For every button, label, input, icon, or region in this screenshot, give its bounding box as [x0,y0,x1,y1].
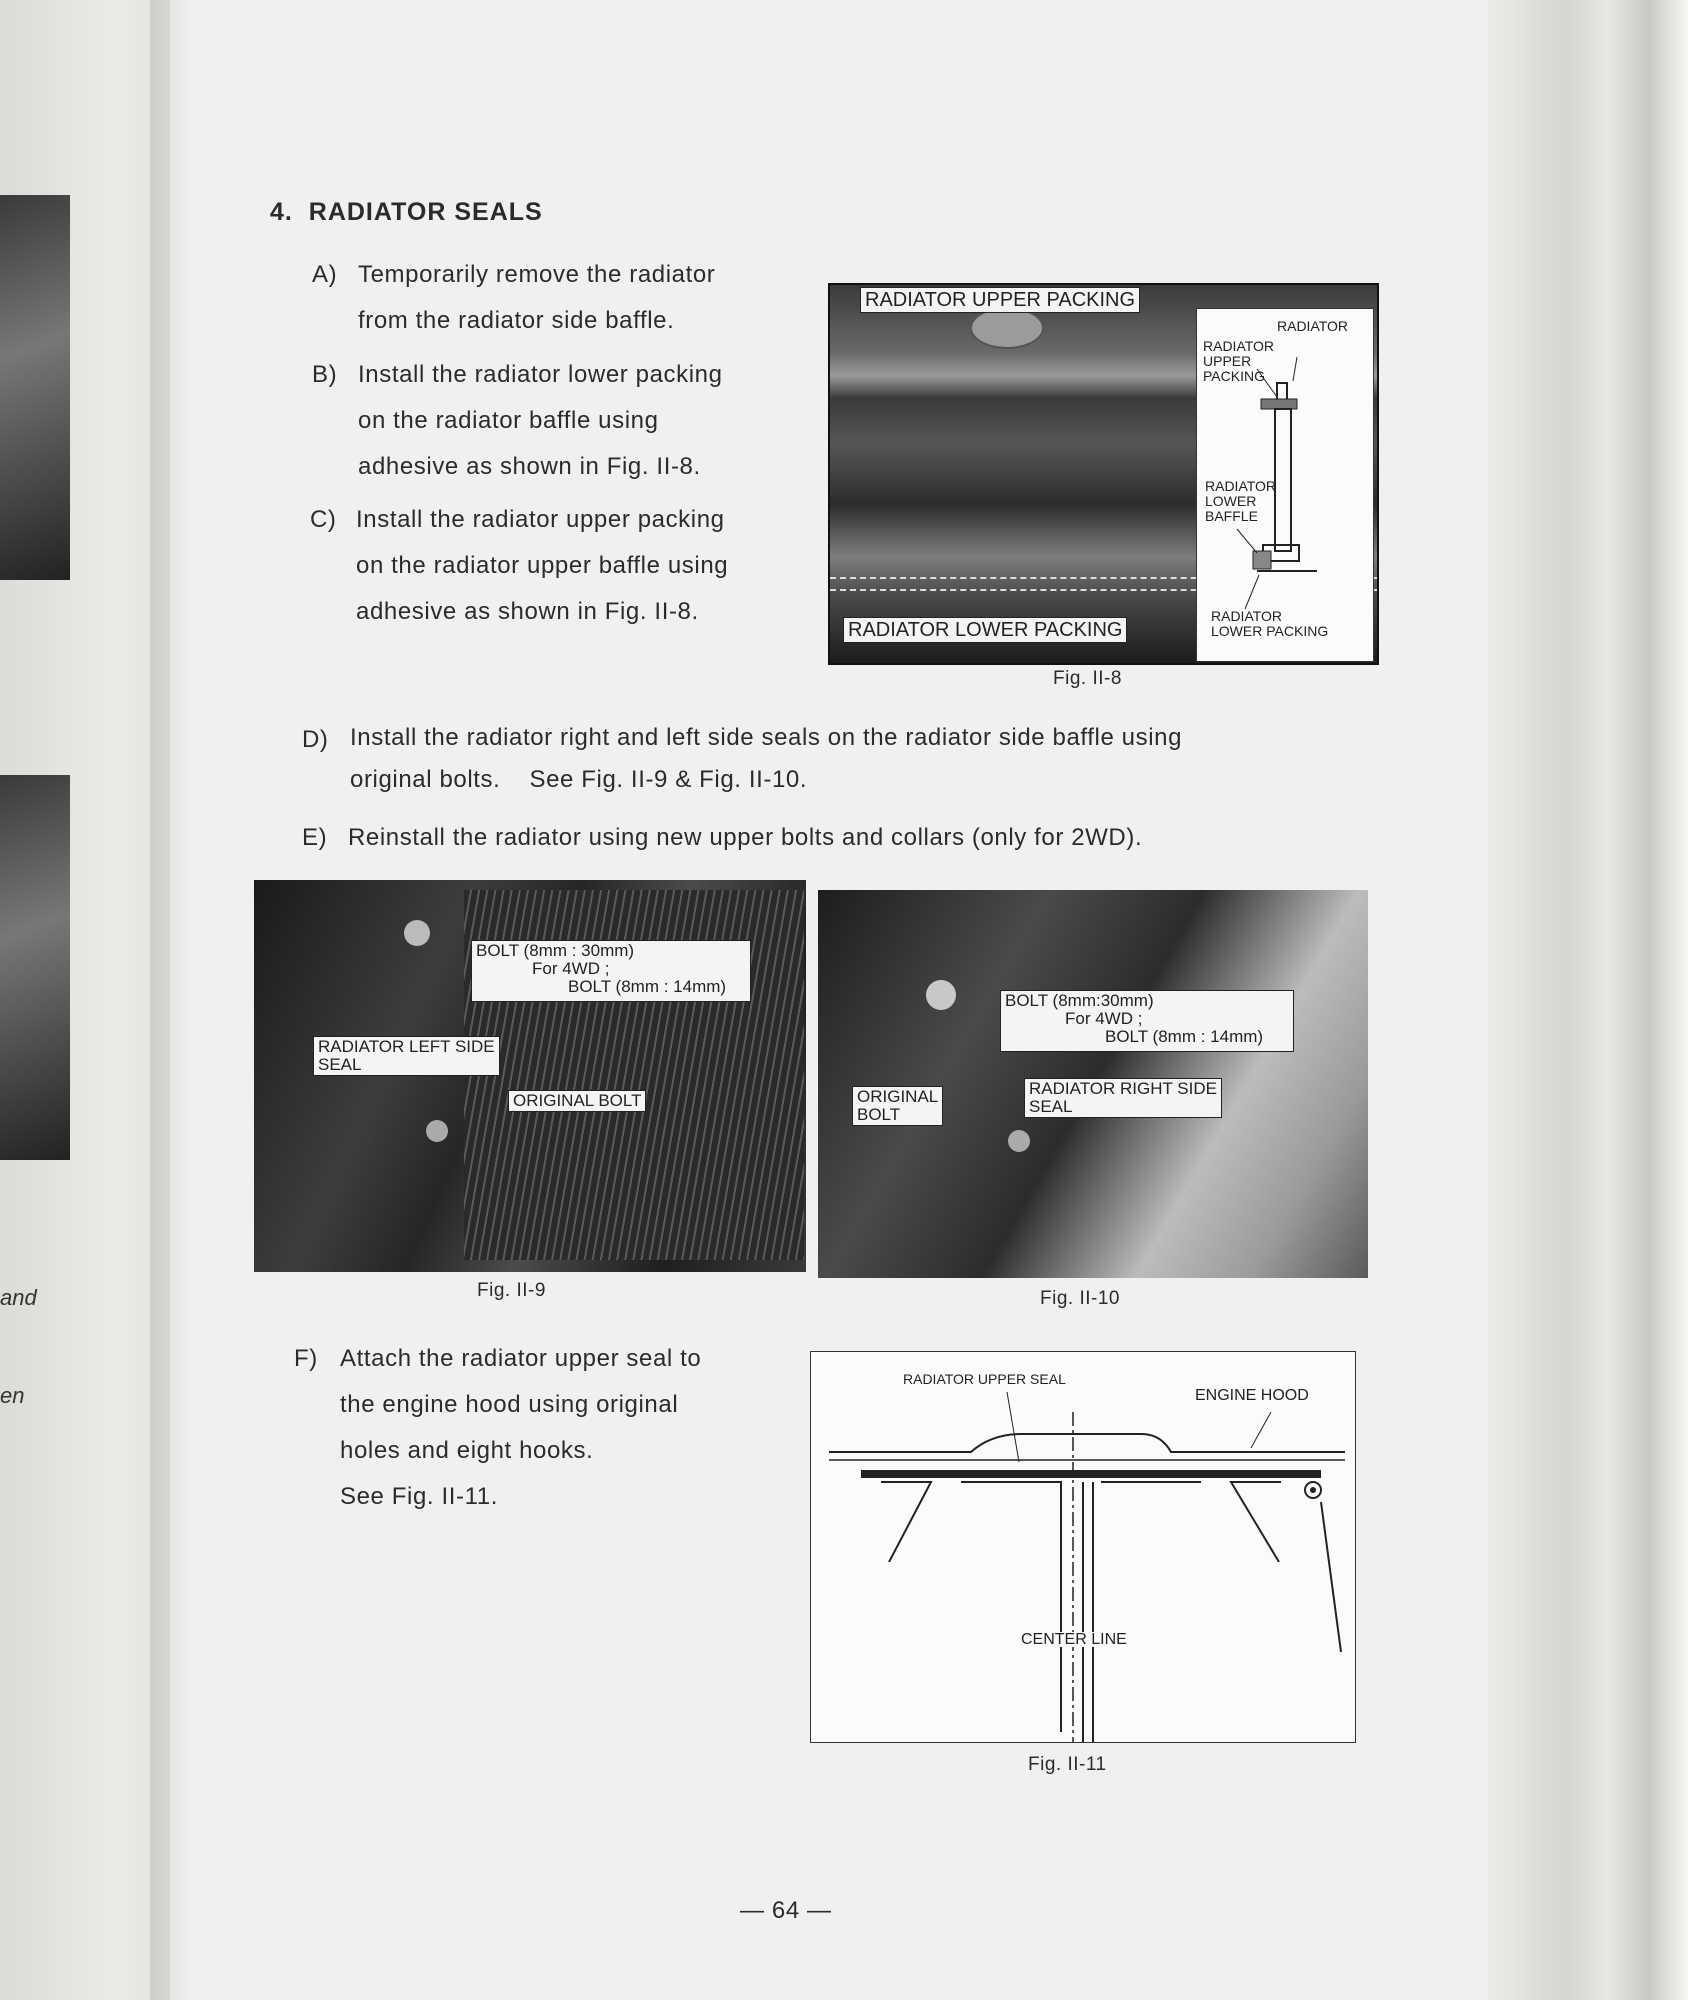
step-f-line-1: Attach the radiator upper seal to [340,1345,702,1372]
fig-9-left-side-seal-label [313,1036,500,1076]
fig-11-center-line-label: CENTER LINE [1021,1631,1127,1648]
fig-10-bolt-text: BOLT (8mm:30mm) [1005,991,1154,1010]
fig-11-upper-seal-label: RADIATOR UPPER SEAL [903,1371,1066,1387]
fig-8-caption: Fig. II-8 [1053,668,1122,689]
inset-radiator-label: RADIATOR [1277,318,1349,334]
radiator-cap [970,307,1044,349]
step-f-line-4: See Fig. II-11. [340,1483,498,1510]
step-c-text [356,497,801,635]
inset-lower-baffle-line-3: BAFFLE [1205,508,1258,524]
step-c-letter: C) [310,506,337,533]
page-gutter-shadow [150,0,190,2000]
fig-10-original-bolt-line-2: BOLT [857,1105,901,1124]
inset-upper-packing-line-1: RADIATOR [1203,338,1275,354]
fig-10-right-side-seal-label [1024,1078,1222,1118]
fig-10-bolt-label [1000,990,1294,1052]
inset-lower-packing-label [1211,609,1328,639]
step-b-letter: B) [312,361,338,388]
step-b-line-3: adhesive as shown in Fig. II-8. [358,453,701,480]
fig-11-diagram [810,1351,1356,1743]
inset-lower-baffle-label [1205,479,1276,524]
fig-9-caption: Fig. II-9 [477,1280,546,1301]
original-bolt-head [1008,1130,1030,1152]
step-f-letter: F) [294,1345,318,1372]
original-bolt-head [426,1120,448,1142]
previous-page-photo-bottom [0,775,70,1160]
fig-10-right-side-seal-line-1: RADIATOR RIGHT SIDE [1029,1079,1217,1098]
step-c-line-1: Install the radiator upper packing [356,506,725,533]
step-b-line-2: on the radiator baffle using [358,407,659,434]
step-e-text: Reinstall the radiator using new upper bolts and collars (only for 2WD). [348,824,1143,851]
fig-9-photo [254,880,806,1272]
section-title: RADIATOR SEALS [308,198,543,226]
inset-upper-packing-line-2: UPPER [1203,353,1252,369]
fig-9-bolt-4wd-text: BOLT (8mm : 14mm) [568,977,727,996]
engine-hood-cross-section-drawing [811,1352,1355,1742]
inset-upper-packing-line-3: PACKING [1203,368,1265,384]
fig-11-engine-hood-label: ENGINE HOOD [1195,1387,1309,1404]
fig-10-original-bolt-label [852,1086,943,1126]
inset-lower-baffle-line-2: LOWER [1205,493,1257,509]
page-stack-edge [1488,0,1688,2000]
section-number: 4. [270,198,293,226]
step-a-line-1: Temporarily remove the radiator [358,261,716,288]
previous-page-photo-top [0,195,70,580]
section-heading [270,198,543,227]
fig-10-bolt-4wd-text: BOLT (8mm : 14mm) [1105,1027,1264,1046]
step-c-line-2: on the radiator upper baffle using [356,552,729,579]
bolt-head [926,980,956,1010]
inset-lower-baffle-line-1: RADIATOR [1205,478,1277,494]
fig-8-upper-packing-label: RADIATOR UPPER PACKING [860,287,1140,313]
inset-lower-packing-line-2: LOWER PACKING [1211,623,1329,639]
step-d-text [350,717,1370,801]
fig-10-4wd-text: For 4WD ; [1065,1009,1143,1028]
fig-9-original-bolt-label: ORIGINAL BOLT [508,1090,646,1112]
fig-9-left-side-seal-line-1: RADIATOR LEFT SIDE [318,1037,495,1056]
step-f-line-3: holes and eight hooks. [340,1437,594,1464]
inset-lower-packing-line-1: RADIATOR [1211,608,1283,624]
fig-9-bolt-text: BOLT (8mm : 30mm) [476,941,635,960]
margin-fragment-1: and [0,1285,37,1310]
step-d-letter: D) [302,726,329,753]
step-d-line-2: original bolts. See Fig. II-9 & Fig. II-10. [350,766,808,793]
step-c-line-3: adhesive as shown in Fig. II-8. [356,598,699,625]
step-d-line-1: Install the radiator right and left side seals on the radiator side baffle using [350,724,1183,751]
previous-page-edge [0,0,170,2000]
step-a-text [358,252,798,344]
step-e-letter: E) [302,824,328,851]
fig-8-lower-packing-label: RADIATOR LOWER PACKING [843,617,1127,643]
fig-8-inset-diagram [1196,308,1374,662]
page-number: — 64 — [740,1897,832,1924]
fig-9-4wd-text: For 4WD ; [532,959,610,978]
step-b-text [358,352,798,490]
fig-10-right-side-seal-line-2: SEAL [1029,1097,1073,1116]
step-b-line-1: Install the radiator lower packing [358,361,723,388]
fig-9-left-side-seal-line-2: SEAL [318,1055,362,1074]
margin-fragment-2: en [0,1383,25,1408]
step-f-line-2: the engine hood using original [340,1391,679,1418]
fig-9-bolt-label [471,940,751,1002]
step-a-line-2: from the radiator side baffle. [358,307,675,334]
fig-11-caption: Fig. II-11 [1028,1754,1107,1775]
step-a-letter: A) [312,261,338,288]
step-f-text [340,1336,780,1520]
fig-10-caption: Fig. II-10 [1040,1288,1120,1309]
inset-upper-packing-label [1203,339,1274,384]
fig-10-original-bolt-line-1: ORIGINAL [857,1087,939,1106]
bolt-head [404,920,430,946]
